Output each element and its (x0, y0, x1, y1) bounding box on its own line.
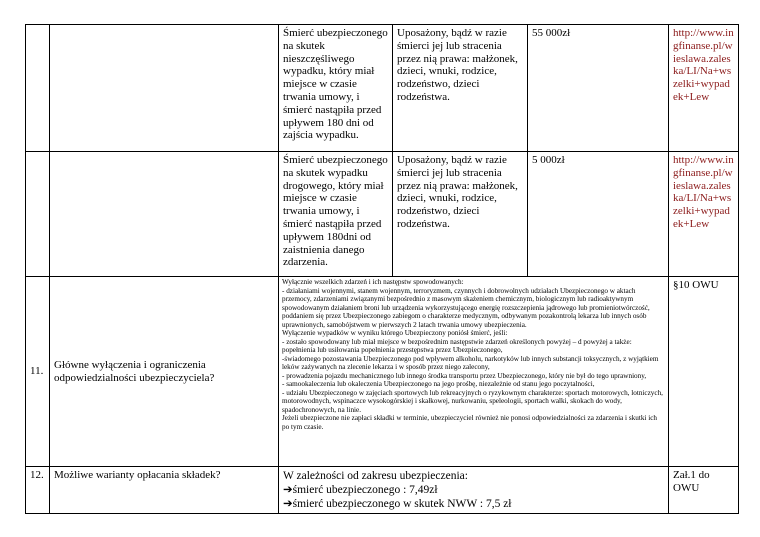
exclusion-line: - zostało spowodowany lub miał miejsce w bezpośrednim następstwie zdarzeń określonych powyżej – d powyżej a także: popełnienia lub usiłowania popełnienia przestępstwa przez Ubezpieczonego, (282, 337, 632, 354)
payment-options (279, 467, 669, 514)
beneficiary-cell: Uposażony, bądź w razie śmierci jej lub stracenia przez nią prawa: małżonek, dzieci, wnuki, rodzice, rodzeństwo, dzieci rodzeństwa. (393, 152, 528, 277)
insurance-table (25, 24, 739, 514)
question-cell (50, 25, 279, 152)
event-cell: Śmierć ubezpieczonego na skutek nieszczęśliwego wypadku, który miał miejsce w czasie trwania umowy, i śmierć nastąpiła przed upływem 180 dni od zajścia wypadku. (279, 25, 393, 152)
exclusion-line: Wyłączenie wypadków w wyniku którego Ubezpieczony poniósł śmierć, jeśli: (282, 329, 508, 337)
question-cell (50, 152, 279, 277)
reference-cell: Zał.1 do OWU (669, 467, 739, 514)
question-title: Możliwe warianty opłacania składek? (50, 467, 279, 514)
link-cell[interactable]: http://www.ingfinanse.pl/wieslawa.zaleska/LI/Na+wszelki+wypadek+Lew (669, 152, 739, 277)
event-cell: Śmierć ubezpieczonego na skutek wypadku drogowego, który miał miejsce w czasie trwania umowy, i śmierć nastąpiła przed upływem 180dni od zaistnienia danego zdarzenia. (279, 152, 393, 277)
arrow-right-icon: ➔ (283, 484, 293, 496)
table-row (26, 25, 739, 152)
number-cell (26, 25, 50, 152)
exclusions-text (279, 277, 669, 467)
exclusion-line: - udziału Ubezpieczonego w zajęciach sportowych lub rekreacyjnych o ryzykownym charakterze: sportach motorowych, lotniczych, motorowodnych, wspinaczce wysokogórskiej i skałkowej, nurkowaniu, speleologii, sportach walki, skokach do wody, spadochronowych, na linie. (282, 388, 663, 414)
beneficiary-cell: Uposażony, bądź w razie śmierci jej lub stracenia przez nią prawa: małżonek, dzieci, wnuki, rodzice, rodzeństwo, dzieci rodzeństwa. (393, 25, 528, 152)
number-cell (26, 152, 50, 277)
row-number: 12. (26, 467, 50, 514)
arrow-right-icon: ➔ (283, 498, 293, 510)
amount-cell: 5 000zł (528, 152, 669, 277)
payment-heading: W zależności od zakresu ubezpieczenia: (283, 470, 468, 482)
exclusion-line: - działaniami wojennymi, stanem wojennym, terroryzmem, czynnych i dobrowolnych udziałach Ubezpieczonego w aktach przemocy, zdarzeniami związanymi bezpośrednio z masowym skażeniem chemicznym, biologicznym lub radioaktywnym spowodowanym działaniem broni lub urządzenia wykorzystującego energię rozszczepienia jądrowego lub promieniotwórczość, poddaniem się przez Ubezpieczonego zabiegom o charakterze medycznym, odbywanym pozakontrolą lekarza lub innych osób uprawnionych, samobójstwem w pierwszych 2 latach trwania umowy ubezpieczenia. (282, 286, 650, 329)
exclusion-line: - samookaleczenia lub okaleczenia Ubezpieczonego na jego prośbę, niezależnie od stanu jego poczytalności, (282, 380, 595, 388)
exclusion-line: Wyłącznie wszelkich zdarzeń i ich następstw spowodowanych: (282, 278, 464, 286)
link-cell[interactable]: http://www.ingfinanse.pl/wieslawa.zaleska/LI/Na+wszelki+wypadek+Lew (669, 25, 739, 152)
amount-cell: 55 000zł (528, 25, 669, 152)
table-row (26, 467, 739, 514)
exclusion-line: -świadomego pozostawania Ubezpieczonego pod wpływem alkoholu, narkotyków lub innych substancji toksycznych, z wyjątkiem leków zażywanych na zlecenie lekarza i w sposób przez niego zalecony, (282, 354, 659, 371)
exclusion-line: - prowadzenia pojazdu mechanicznego lub innego środka transportu przez Ubezpieczonego, który nie był do tego uprawniony, (282, 371, 647, 380)
payment-option: ➔śmierć ubezpieczonego : 7,49zł (283, 484, 438, 496)
exclusion-line: Jeżeli ubezpieczone nie zapłaci składki w terminie, ubezpieczyciel również nie ponosi odpowiedzialności za zdarzenia i skutki ich po tym czasie. (282, 414, 657, 431)
table-row (26, 277, 739, 467)
table-row (26, 152, 739, 277)
reference-cell: §10 OWU (669, 277, 739, 467)
question-title: Główne wyłączenia i ograniczenia odpowiedzialności ubezpieczyciela? (50, 277, 279, 467)
payment-option: ➔śmierć ubezpieczonego w skutek NWW : 7,5 zł (283, 498, 512, 510)
row-number: 11. (26, 277, 50, 467)
